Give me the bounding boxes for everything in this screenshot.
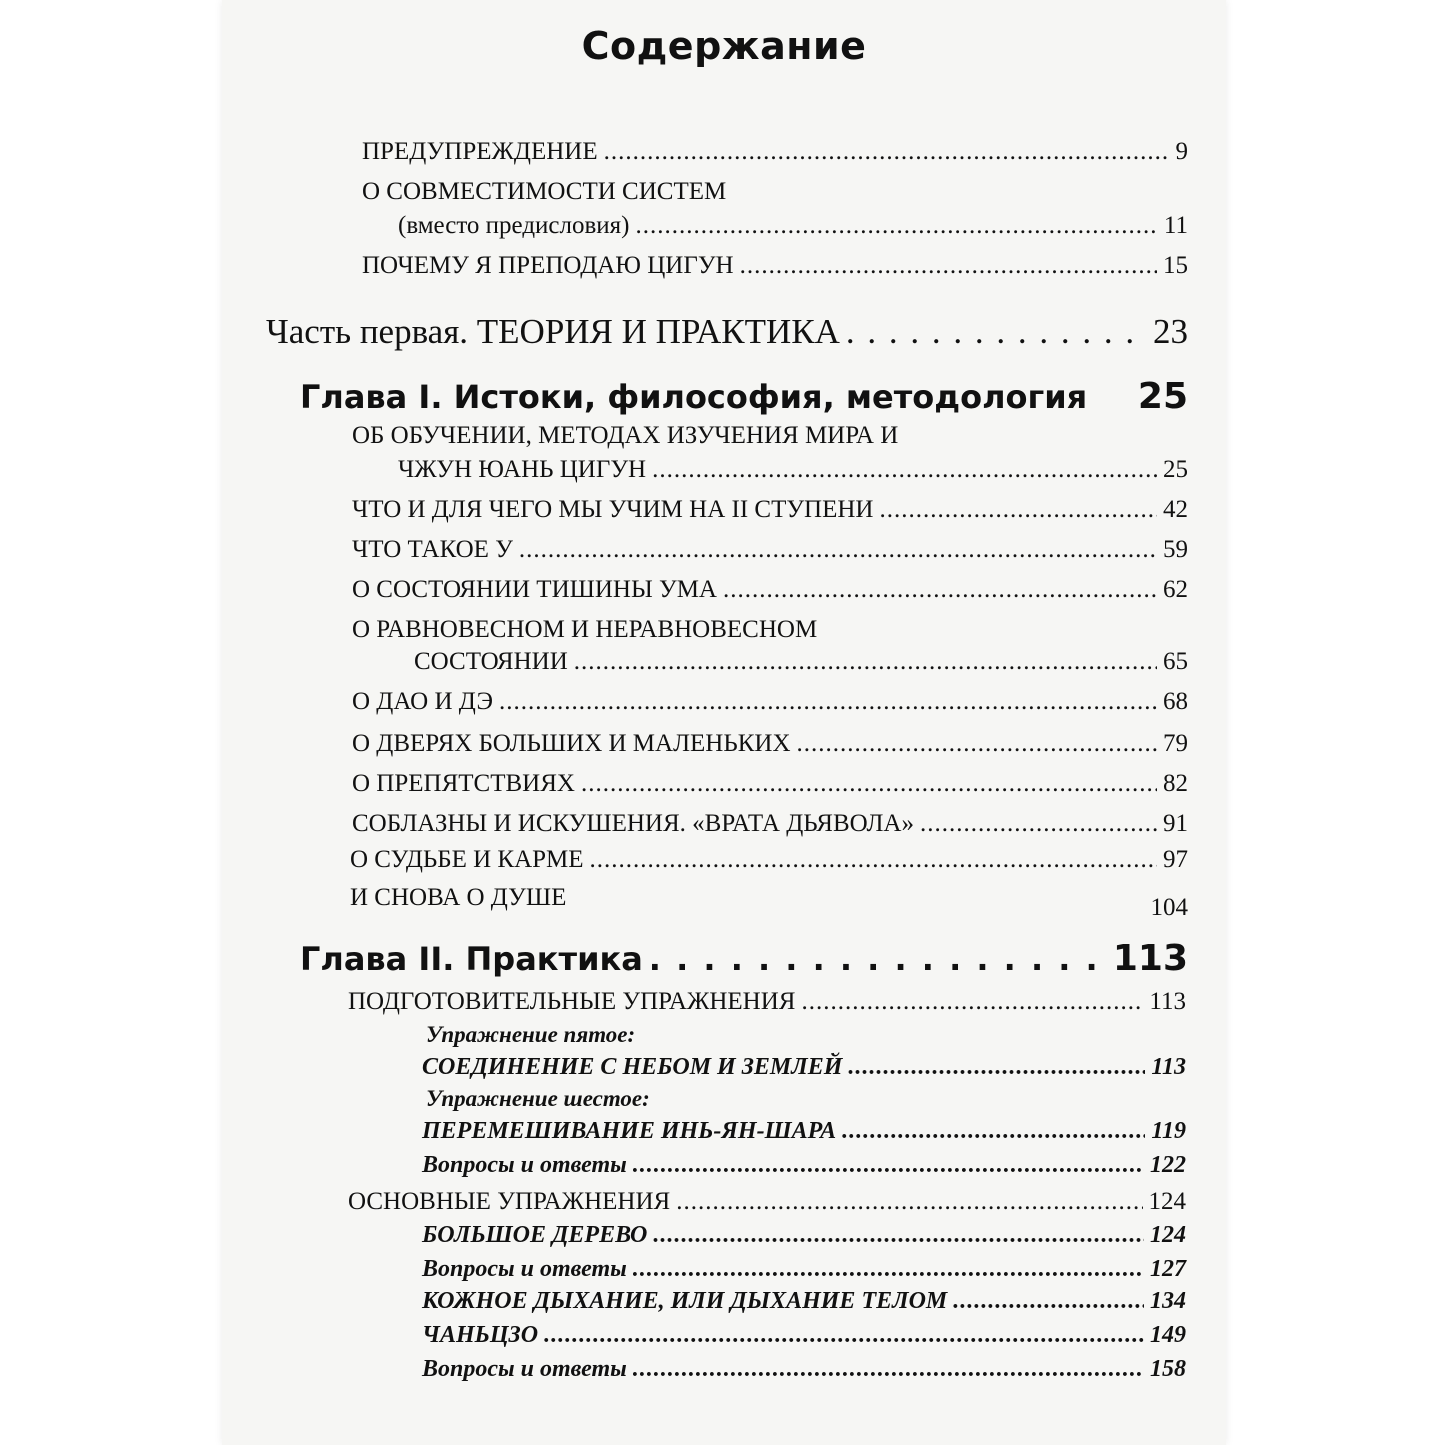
toc-entry-title: ОСНОВНЫЕ УПРАЖНЕНИЯ [348, 1188, 671, 1215]
toc-entry [422, 1322, 1186, 1349]
exercise-label: Упражнение шестое: [426, 1086, 650, 1111]
toc-entry [350, 884, 1188, 921]
dot-leader [604, 138, 1170, 166]
toc-entry-page: 104 [1150, 894, 1188, 921]
toc-entry-title: ЧТО И ДЛЯ ЧЕГО МЫ УЧИМ НА II СТУПЕНИ [352, 496, 874, 523]
toc-entry-title: ПРЕДУПРЕЖДЕНИЕ [362, 138, 598, 165]
toc-entry-title: СОЕДИНЕНИЕ С НЕБОМ И ЗЕМЛЕЙ [422, 1054, 843, 1080]
dot-leader [848, 1054, 1145, 1081]
toc-entry-title: И СНОВА О ДУШЕ [350, 884, 567, 911]
toc-entry-title: ПОЧЕМУ Я ПРЕПОДАЮ ЦИГУН [362, 252, 734, 279]
toc-entry [422, 1152, 1186, 1179]
exercise-label: Упражнение пятое: [426, 1022, 636, 1047]
dot-leader [633, 1256, 1144, 1283]
page-title: Содержание [581, 24, 867, 68]
toc-entry-page: 91 [1163, 810, 1188, 837]
toc-entry [352, 536, 1188, 564]
dot-leader [723, 576, 1157, 604]
toc-entry-page: 122 [1150, 1152, 1186, 1178]
toc-entry-title: ЧАНЬЦЗО [422, 1322, 539, 1348]
toc-entry-page: 134 [1150, 1288, 1186, 1314]
dot-leader [801, 988, 1143, 1016]
toc-entry [352, 730, 1188, 758]
toc-entry-title: ПОДГОТОВИТЕЛЬНЫЕ УПРАЖНЕНИЯ [348, 988, 796, 1015]
toc-entry [348, 1188, 1186, 1216]
toc-entry-page: 68 [1163, 688, 1188, 715]
toc-part-title: Часть первая. ТЕОРИЯ И ПРАКТИКА [266, 312, 840, 351]
dot-leader [652, 456, 1157, 484]
toc-chapter-page: 113 [1112, 938, 1188, 979]
toc-entry [352, 576, 1188, 604]
dot-leader [740, 252, 1157, 280]
toc-part [266, 312, 1188, 352]
dot-leader [653, 1222, 1144, 1249]
dot-leader [519, 536, 1157, 564]
toc-entry-page: 113 [1149, 988, 1186, 1015]
toc-entry-page: 42 [1163, 496, 1188, 523]
toc-entry-page: 97 [1163, 846, 1188, 873]
toc-entry-title: О СОВМЕСТИМОСТИ СИСТЕМ [362, 178, 727, 205]
dot-leader [581, 770, 1157, 798]
toc-entry [398, 456, 1188, 484]
toc-entry-page: 82 [1163, 770, 1188, 797]
book-page [222, 0, 1226, 1445]
toc-entry-title: Вопросы и ответы [422, 1256, 627, 1282]
toc-entry [362, 138, 1188, 166]
toc-entry-page: 158 [1150, 1356, 1186, 1382]
toc-entry-title: ЧТО ТАКОЕ У [352, 536, 513, 563]
toc-entry [422, 1356, 1186, 1383]
toc-entry-title: БОЛЬШОЕ ДЕРЕВО [422, 1222, 648, 1248]
toc-entry [414, 648, 1188, 676]
dot-leader [633, 1356, 1144, 1383]
toc-entry-page: 119 [1151, 1118, 1186, 1144]
dot-leader [590, 846, 1157, 874]
toc-entry-title: КОЖНОЕ ДЫХАНИЕ, ИЛИ ДЫХАНИЕ ТЕЛОМ [422, 1288, 948, 1314]
toc-chapter-page: 25 [1137, 376, 1188, 417]
dot-leader [633, 1152, 1144, 1179]
toc-entry [352, 496, 1188, 524]
toc-entry [362, 252, 1188, 280]
toc-entry-page: 62 [1163, 576, 1188, 603]
toc-chapter [300, 376, 1188, 417]
toc-entry-page: 15 [1163, 252, 1188, 279]
dot-leader [676, 1188, 1142, 1216]
toc-entry [350, 846, 1188, 874]
toc-entry-title: Вопросы и ответы [422, 1356, 627, 1382]
toc-entry-title: О ДВЕРЯХ БОЛЬШИХ И МАЛЕНЬКИХ [352, 730, 791, 757]
toc-entry [422, 1054, 1186, 1081]
toc-entry-page: 59 [1163, 536, 1188, 563]
dot-leader [846, 312, 1147, 352]
toc-entry-title: Вопросы и ответы [422, 1152, 627, 1178]
toc-entry-page: 113 [1151, 1054, 1186, 1080]
toc-entry [422, 1288, 1186, 1315]
dot-leader [544, 1322, 1144, 1349]
toc-entry-title: (вместо предисловия) [398, 212, 630, 239]
dot-leader [920, 810, 1157, 838]
toc-entry-page: 11 [1163, 212, 1188, 239]
toc-entry [348, 988, 1186, 1016]
toc-entry [352, 810, 1188, 838]
dot-leader [797, 730, 1157, 758]
toc-entry-title: СОБЛАЗНЫ И ИСКУШЕНИЯ. «ВРАТА ДЬЯВОЛА» [352, 810, 914, 837]
dot-leader [879, 496, 1157, 524]
toc-entry-page: 124 [1148, 1188, 1186, 1215]
toc-entry [352, 688, 1188, 716]
toc-entry-title: ПЕРЕМЕШИВАНИЕ ИНЬ-ЯН-ШАРА [422, 1118, 837, 1144]
toc-entry-title: О СОСТОЯНИИ ТИШИНЫ УМА [352, 576, 717, 603]
toc-entry-page: 124 [1150, 1222, 1186, 1248]
toc-entry-page: 79 [1163, 730, 1188, 757]
toc-entry-page: 25 [1163, 456, 1188, 483]
toc-entry-title: О ДАО И ДЭ [352, 688, 493, 715]
toc-part-page: 23 [1153, 312, 1188, 351]
dot-leader [649, 940, 1107, 978]
toc-entry-title: О СУДЬБЕ И КАРМЕ [350, 846, 584, 873]
dot-leader [636, 212, 1158, 240]
toc-entry [398, 212, 1188, 240]
toc-entry-title: О РАВНОВЕСНОМ И НЕРАВНОВЕСНОМ [352, 616, 818, 643]
toc-entry-page: 127 [1150, 1256, 1186, 1282]
toc-entry [352, 770, 1188, 798]
toc-entry-page: 9 [1175, 138, 1188, 165]
toc-entry [422, 1222, 1186, 1249]
toc-entry [422, 1118, 1186, 1145]
toc-entry-title: СОСТОЯНИИ [414, 648, 568, 675]
toc-entry-title: ЧЖУН ЮАНЬ ЦИГУН [398, 456, 647, 483]
toc-entry [422, 1256, 1186, 1283]
toc-entry-title: ОБ ОБУЧЕНИИ, МЕТОДАХ ИЗУЧЕНИЯ МИРА И [352, 422, 899, 449]
toc-entry-page: 65 [1163, 648, 1188, 675]
toc-entry-page: 149 [1150, 1322, 1186, 1348]
toc-entry-title: О ПРЕПЯТСТВИЯХ [352, 770, 575, 797]
dot-leader [842, 1118, 1145, 1145]
dot-leader [574, 648, 1157, 676]
toc-chapter-title: Глава II. Практика [300, 940, 643, 978]
dot-leader [953, 1288, 1144, 1315]
toc-chapter-title: Глава I. Истоки, философия, методология [300, 378, 1088, 416]
toc-chapter [300, 938, 1188, 979]
dot-leader [499, 688, 1157, 716]
